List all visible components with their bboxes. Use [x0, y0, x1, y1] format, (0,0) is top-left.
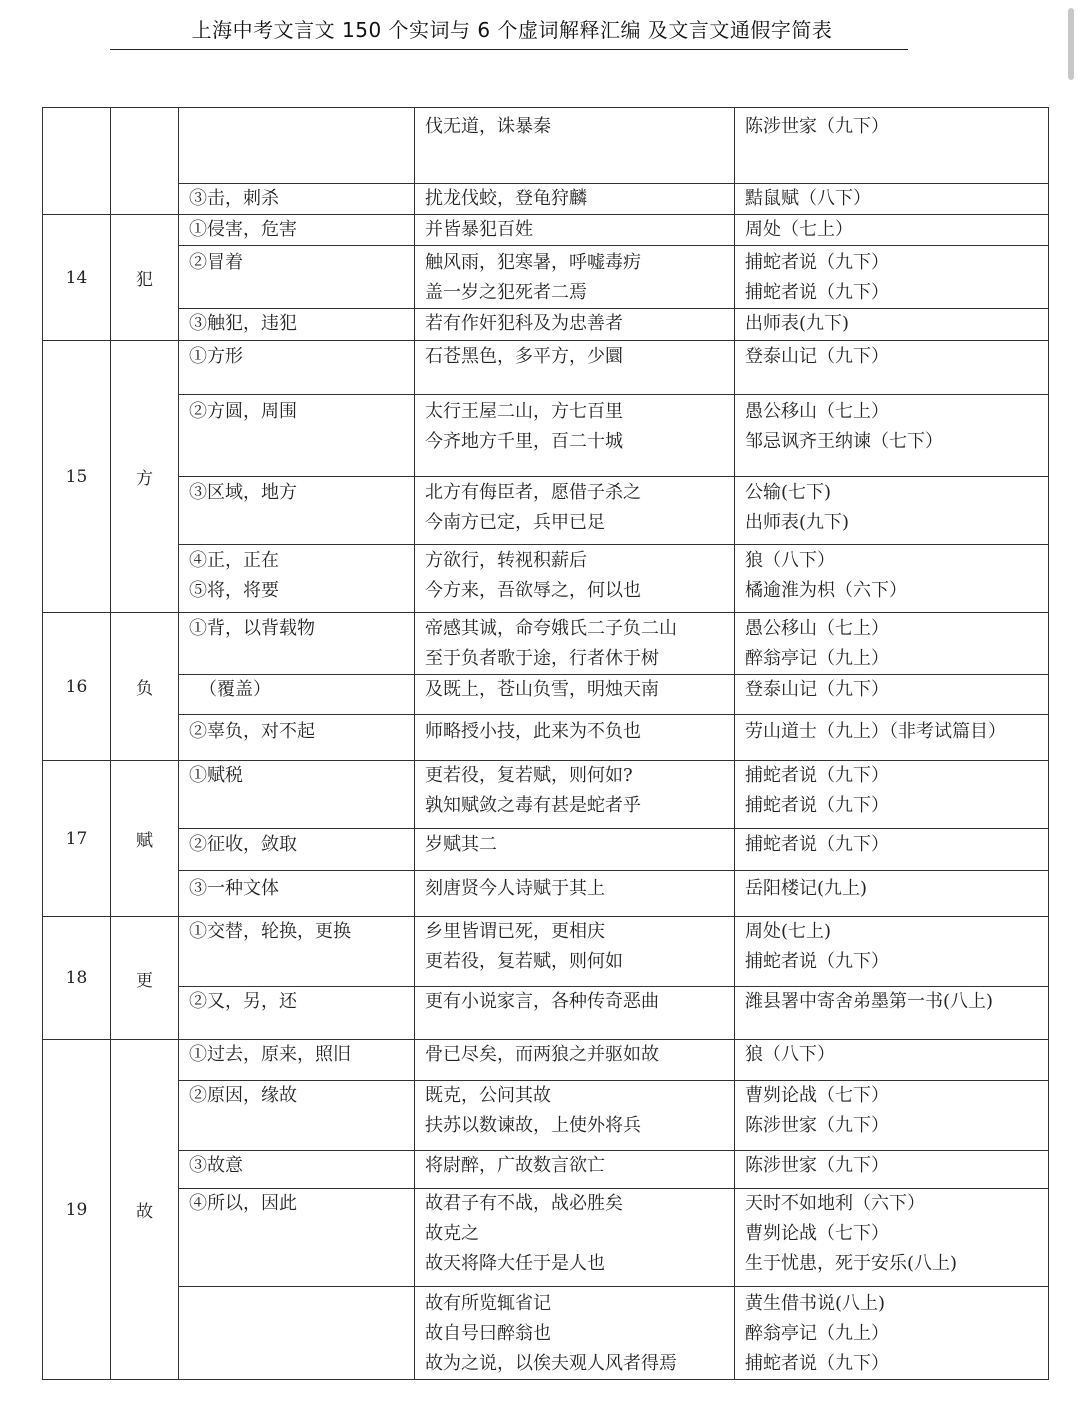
source-text: 出师表(九下) [745, 512, 850, 533]
example-sentence: 并皆暴犯百姓 [425, 219, 533, 240]
example-sentence: 今南方已定，兵甲已足 [425, 512, 605, 533]
source-cell [735, 917, 1049, 987]
source-cell [735, 1189, 1049, 1287]
source-cell [735, 1287, 1049, 1380]
definition-text: ①方形 [189, 346, 243, 367]
definition-text: （覆盖） [199, 679, 271, 700]
definition-cell [179, 341, 415, 395]
source-cell [735, 108, 1049, 184]
source-text: 狼（八下） [745, 1044, 835, 1065]
source-cell [735, 184, 1049, 215]
title-underline [110, 49, 908, 50]
table-row [43, 987, 1049, 1040]
example-cell [415, 1189, 735, 1287]
source-text: 登泰山记（九下） [745, 346, 889, 367]
source-text: 岳阳楼记(九上) [745, 878, 868, 899]
page-title: 上海中考文言文 150 个实词与 6 个虚词解释汇编 及文言文通假字简表 [191, 18, 833, 42]
example-sentence: 故有所览辄省记 [425, 1293, 551, 1314]
entry-number: 17 [43, 761, 111, 917]
definition-text: ①背，以背载物 [189, 618, 315, 639]
definition-text: ②原因，缘故 [189, 1085, 297, 1106]
example-sentence: 北方有侮臣者，愿借子杀之 [425, 482, 641, 503]
definition-cell [179, 1189, 415, 1287]
example-sentence: 石苍黑色，多平方，少圜 [425, 346, 623, 367]
definition-cell [179, 1081, 415, 1151]
definition-cell [179, 675, 415, 715]
example-sentence: 将尉醉，广故数言欲亡 [425, 1155, 605, 1176]
example-cell [415, 613, 735, 675]
example-cell [415, 871, 735, 917]
source-text: 捕蛇者说（九下） [745, 834, 889, 855]
example-cell [415, 715, 735, 761]
example-sentence: 故为之说，以俟夫观人风者得焉 [425, 1353, 677, 1374]
example-sentence: 若有作奸犯科及为忠善者 [425, 313, 623, 334]
example-cell [415, 108, 735, 184]
example-sentence: 今方来，吾欲辱之，何以也 [425, 580, 641, 601]
example-cell [415, 917, 735, 987]
example-sentence: 盖一岁之犯死者二焉 [425, 282, 587, 303]
source-cell [735, 395, 1049, 477]
source-text: 天时不如地利（六下） [745, 1193, 925, 1214]
definition-text: ①侵害，危害 [189, 219, 297, 240]
entry-number: 14 [43, 215, 111, 341]
entry-number [43, 108, 111, 215]
example-sentence: 及既上，苍山负雪，明烛天南 [425, 679, 659, 700]
table-row [43, 871, 1049, 917]
table-row [43, 917, 1049, 987]
example-cell [415, 341, 735, 395]
definition-text [189, 112, 404, 142]
definition-text: ①交替，轮换，更换 [189, 921, 351, 942]
definition-cell [179, 917, 415, 987]
definition-cell [179, 395, 415, 477]
source-cell [735, 829, 1049, 871]
example-sentence: 故天将降大任于是人也 [425, 1253, 605, 1274]
entry-word: 方 [111, 341, 179, 613]
example-sentence: 更有小说家言，各种传奇恶曲 [425, 991, 659, 1012]
source-text: 黠鼠赋（八下） [745, 188, 871, 209]
source-text: 捕蛇者说（九下） [745, 1353, 889, 1374]
definition-text: ③一种文体 [189, 878, 279, 899]
table-row [43, 1287, 1049, 1380]
source-text: 愚公移山（七上） [745, 618, 889, 639]
definition-text: ③触犯，违犯 [189, 313, 297, 334]
source-cell [735, 341, 1049, 395]
source-text: 陈涉世家（九下） [745, 1115, 889, 1136]
example-cell [415, 246, 735, 309]
source-cell [735, 246, 1049, 309]
definition-cell [179, 309, 415, 341]
definition-cell [179, 184, 415, 215]
table-row [43, 184, 1049, 215]
definition-cell [179, 1287, 415, 1380]
source-cell [735, 1040, 1049, 1081]
example-sentence: 孰知赋敛之毒有甚是蛇者乎 [425, 795, 641, 816]
example-sentence: 太行王屋二山，方七百里 [425, 401, 623, 422]
example-cell [415, 215, 735, 246]
example-sentence: 故克之 [425, 1223, 479, 1244]
example-sentence: 刻唐贤今人诗赋于其上 [425, 878, 605, 899]
example-sentence: 更若役，复若赋，则何如 [425, 951, 623, 972]
definition-cell [179, 1151, 415, 1189]
source-text: 捕蛇者说（九下） [745, 795, 889, 816]
source-text: 陈涉世家（九下） [745, 1155, 889, 1176]
table-row [43, 1081, 1049, 1151]
example-sentence: 帝感其诚，命夸娥氏二子负二山 [425, 618, 677, 639]
example-sentence: 触风雨，犯寒暑，呼嘘毒疠 [425, 252, 641, 273]
example-cell [415, 761, 735, 829]
source-cell [735, 1081, 1049, 1151]
definition-cell [179, 871, 415, 917]
source-cell [735, 613, 1049, 675]
definition-cell [179, 1040, 415, 1081]
entry-number: 15 [43, 341, 111, 613]
example-cell [415, 1151, 735, 1189]
definition-text: ②方圆，周围 [189, 401, 297, 422]
vocabulary-table [42, 107, 1049, 1380]
example-cell [415, 545, 735, 613]
definition-cell [179, 987, 415, 1040]
definition-text: ②征收，敛取 [189, 834, 297, 855]
source-text: 捕蛇者说（九下） [745, 282, 889, 303]
source-text: 生于忧患，死于安乐(八上) [745, 1253, 958, 1274]
source-cell [735, 309, 1049, 341]
example-sentence: 既克，公问其故 [425, 1085, 551, 1106]
definition-text: ④所以，因此 [189, 1193, 297, 1214]
table-row [43, 829, 1049, 871]
table-row [43, 395, 1049, 477]
example-sentence: 扰龙伐蛟，登龟狩麟 [425, 188, 587, 209]
source-text: 黄生借书说(八上) [745, 1293, 886, 1314]
source-cell [735, 675, 1049, 715]
example-cell [415, 1081, 735, 1151]
table-row [43, 477, 1049, 545]
example-cell [415, 987, 735, 1040]
example-cell [415, 477, 735, 545]
entry-word: 赋 [111, 761, 179, 917]
definition-text: ①赋税 [189, 765, 243, 786]
example-cell [415, 829, 735, 871]
source-text: 周处(七上) [745, 921, 832, 942]
definition-text: ③区域，地方 [189, 482, 297, 503]
source-text: 陈涉世家（九下） [745, 116, 889, 137]
source-text: 愚公移山（七上） [745, 401, 889, 422]
definition-cell [179, 613, 415, 675]
source-cell [735, 987, 1049, 1040]
table-row [43, 215, 1049, 246]
example-sentence: 更若役，复若赋，则何如? [425, 765, 633, 786]
entry-word: 犯 [111, 215, 179, 341]
table-row [43, 246, 1049, 309]
entry-word: 更 [111, 917, 179, 1040]
example-cell [415, 675, 735, 715]
source-cell [735, 215, 1049, 246]
example-sentence: 乡里皆谓已死，更相庆 [425, 921, 605, 942]
table-row [43, 613, 1049, 675]
source-text: 公输(七下) [745, 482, 832, 503]
example-sentence: 师略授小技，此来为不负也 [425, 721, 641, 742]
source-cell [735, 545, 1049, 613]
source-text: 潍县署中寄舍弟墨第一书(八上) [745, 991, 994, 1012]
source-cell [735, 477, 1049, 545]
source-text: 捕蛇者说（九下） [745, 951, 889, 972]
source-text: 醉翁亭记（九上） [745, 1323, 889, 1344]
definition-cell [179, 761, 415, 829]
example-sentence: 故君子有不战，战必胜矣 [425, 1193, 623, 1214]
entry-number: 18 [43, 917, 111, 1040]
entry-number: 16 [43, 613, 111, 761]
source-text: 邹忌讽齐王纳谏（七下） [745, 431, 943, 452]
definition-cell [179, 108, 415, 184]
table-row [43, 108, 1049, 184]
definition-text: ②辜负，对不起 [189, 721, 315, 742]
table-row [43, 309, 1049, 341]
source-text: 橘逾淮为枳（六下） [745, 580, 907, 601]
definition-text: ④正，正在 [189, 550, 279, 571]
entry-number: 19 [43, 1040, 111, 1380]
example-cell [415, 1287, 735, 1380]
source-text: 曹刿论战（七下） [745, 1085, 889, 1106]
definition-text: ③故意 [189, 1155, 243, 1176]
source-cell [735, 1151, 1049, 1189]
table-row [43, 675, 1049, 715]
source-cell [735, 761, 1049, 829]
entry-word: 故 [111, 1040, 179, 1380]
source-text: 劳山道士（九上）（非考试篇目） [745, 721, 1006, 742]
definition-text: ②冒着 [189, 252, 243, 273]
definition-cell [179, 215, 415, 246]
definition-text: ③击，刺杀 [189, 188, 279, 209]
source-text: 曹刿论战（七下） [745, 1223, 889, 1244]
definition-cell [179, 829, 415, 871]
source-text: 周处（七上） [745, 219, 853, 240]
table-row [43, 761, 1049, 829]
definition-cell [179, 715, 415, 761]
table-row [43, 715, 1049, 761]
table-row [43, 545, 1049, 613]
example-sentence: 骨已尽矣，而两狼之并驱如故 [425, 1044, 659, 1065]
definition-text: ⑤将，将要 [189, 580, 279, 601]
example-sentence: 方欲行，转视积薪后 [425, 550, 587, 571]
example-sentence: 岁赋其二 [425, 834, 497, 855]
definition-cell [179, 246, 415, 309]
source-text: 醉翁亭记（九上） [745, 648, 889, 669]
definition-text: ②又，另，还 [189, 991, 297, 1012]
source-cell [735, 715, 1049, 761]
scrollbar-thumb[interactable] [1068, 8, 1074, 80]
definition-text [189, 1289, 404, 1319]
example-cell [415, 184, 735, 215]
example-sentence: 扶苏以数谏故，上使外将兵 [425, 1115, 641, 1136]
example-sentence: 故自号曰醉翁也 [425, 1323, 551, 1344]
example-sentence: 今齐地方千里，百二十城 [425, 431, 623, 452]
example-cell [415, 1040, 735, 1081]
example-sentence: 伐无道，诛暴秦 [425, 116, 551, 137]
source-cell [735, 871, 1049, 917]
table-row [43, 1189, 1049, 1287]
example-cell [415, 309, 735, 341]
definition-text: ①过去，原来，照旧 [189, 1044, 351, 1065]
source-text: 捕蛇者说（九下） [745, 765, 889, 786]
example-cell [415, 395, 735, 477]
source-text: 狼（八下） [745, 550, 835, 571]
definition-cell [179, 545, 415, 613]
entry-word [111, 108, 179, 215]
example-sentence: 至于负者歌于途，行者休于树 [425, 648, 659, 669]
definition-cell [179, 477, 415, 545]
source-text: 出师表(九下) [745, 313, 850, 334]
table-row [43, 1151, 1049, 1189]
entry-word: 负 [111, 613, 179, 761]
table-row [43, 341, 1049, 395]
source-text: 捕蛇者说（九下） [745, 252, 889, 273]
table-row [43, 1040, 1049, 1081]
source-text: 登泰山记（九下） [745, 679, 889, 700]
